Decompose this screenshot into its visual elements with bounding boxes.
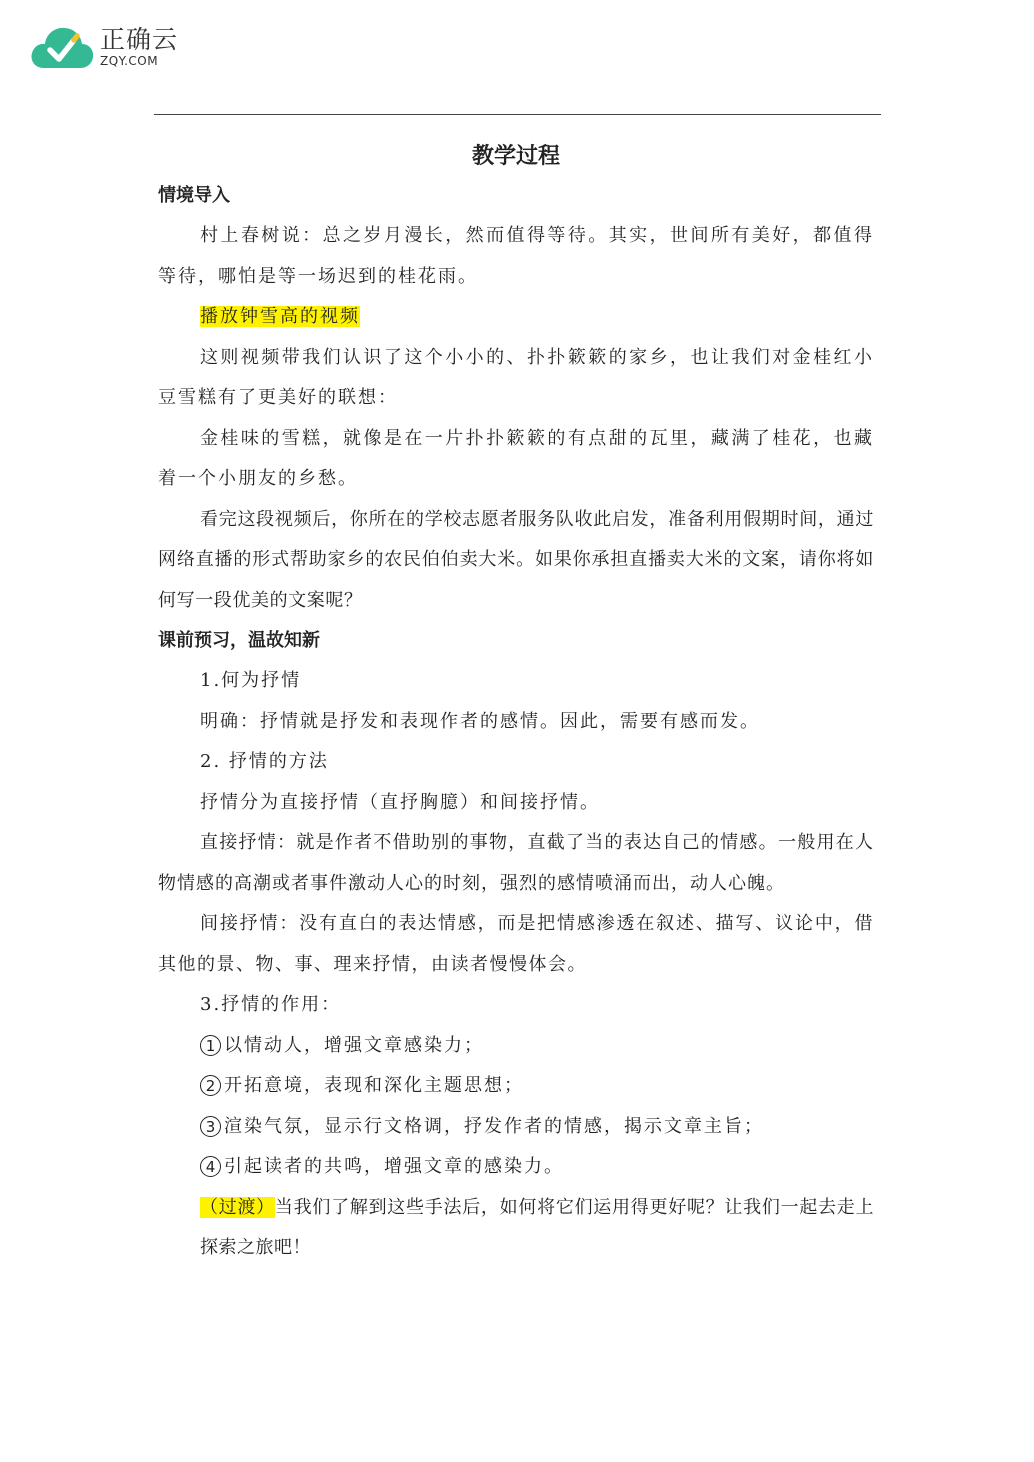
paragraph: 3.抒情的作用： [200, 994, 342, 1015]
circled-number: 2 [200, 1075, 221, 1096]
transition-paragraph [158, 1188, 874, 1269]
paragraph: 抒情分为直接抒情（直抒胸臆）和间接抒情。 [200, 791, 600, 813]
transition-text: 当我们了解到这些手法后，如何将它们运用得更好呢？让我们一起去走上探索之旅吧！ [200, 1196, 875, 1258]
section-heading: 课前预习，温故知新 [158, 630, 320, 651]
section-heading: 情境导入 [158, 185, 230, 206]
paragraph: 看完这段视频后，你所在的学校志愿者服务队收此启发，准备利用假期时间，通过网络直播的形式帮助家乡的农民伯伯卖大米。如果你承担直播卖大米的文案，请你将如何写一段优美的文案呢？ [158, 508, 874, 611]
paragraph [158, 297, 874, 338]
logo [30, 22, 178, 72]
circled-number: 4 [200, 1156, 221, 1177]
circled-number: 3 [200, 1116, 221, 1137]
paragraph: 村上春树说：总之岁月漫长，然而值得等待。其实，世间所有美好，都值得等待，哪怕是等一场迟到的桂花雨。 [158, 225, 874, 287]
list-item-text: 引起读者的共鸣，增强文章的感染力。 [224, 1156, 564, 1177]
paragraph: 直接抒情：就是作者不借助别的事物，直截了当的表达自己的情感。一般用在人物情感的高潮或者事件激动人心的时刻，强烈的感情喷涌而出，动人心魄。 [158, 832, 874, 894]
cloud-check-icon [30, 24, 94, 70]
transition-tag: （过渡） [200, 1196, 275, 1218]
list-item-text: 渲染气氛，显示行文格调，抒发作者的情感，揭示文章主旨； [224, 1115, 764, 1137]
paragraph: 2. 抒情的方法 [200, 751, 329, 772]
highlighted-text: 播放钟雪高的视频 [200, 306, 360, 327]
paragraph: 金桂味的雪糕，就像是在一片扑扑簌簌的有点甜的瓦里，藏满了桂花，也藏着一个小朋友的乡愁。 [158, 427, 874, 489]
list-item [158, 1107, 874, 1148]
list-item [158, 1026, 874, 1067]
list-item-text: 开拓意境，表现和深化主题思想； [224, 1075, 524, 1096]
document-body [158, 138, 874, 1269]
list-item-text: 以情动人，增强文章感染力； [224, 1034, 484, 1056]
list-item [158, 1066, 874, 1107]
paragraph: 这则视频带我们认识了这个小小的、扑扑簌簌的家乡，也让我们对金桂红小豆雪糕有了更美好的联想： [158, 346, 874, 408]
header-divider [154, 114, 881, 115]
list-item [158, 1147, 874, 1188]
paragraph: 明确：抒情就是抒发和表现作者的感情。因此，需要有感而发。 [200, 710, 760, 732]
logo-name-cn: 正确云 [100, 25, 179, 54]
circled-number: 1 [200, 1035, 221, 1056]
page-title: 教学过程 [471, 144, 560, 169]
logo-name-en: ZQY.COM [100, 54, 159, 68]
paragraph: 间接抒情：没有直白的表达情感，而是把情感渗透在叙述、描写、议论中，借其他的景、物、事、理来抒情，由读者慢慢体会。 [158, 913, 874, 975]
paragraph: 1.何为抒情 [200, 670, 302, 691]
